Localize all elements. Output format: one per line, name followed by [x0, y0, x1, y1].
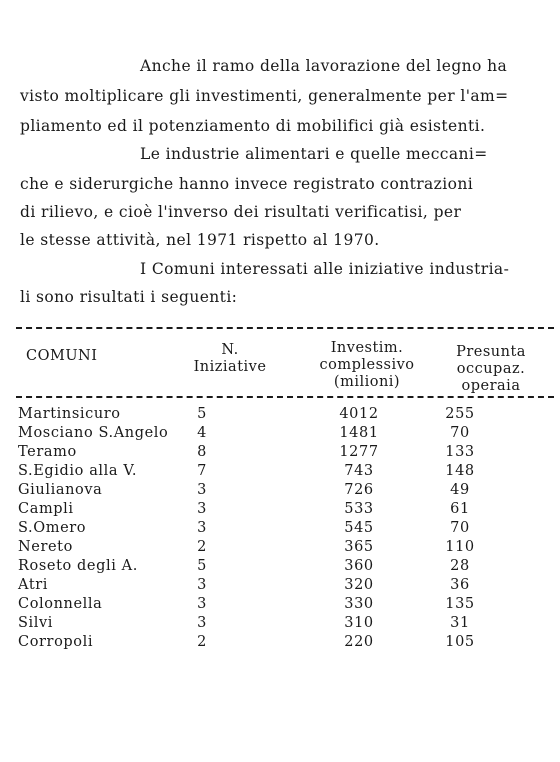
cell-occupazione: 49: [450, 482, 470, 498]
header-occupazione: [446, 344, 536, 395]
table-row: [0, 462, 560, 481]
table-row: [0, 595, 560, 614]
cell-investimento: 545: [344, 520, 374, 536]
table-row: [0, 557, 560, 576]
table-row: [0, 633, 560, 652]
cell-comune: Nereto: [18, 539, 73, 555]
cell-n: 3: [197, 482, 207, 498]
paragraph-line: li sono risultati i seguenti:: [20, 288, 238, 306]
cell-investimento: 310: [344, 615, 374, 631]
cell-n: 5: [197, 558, 207, 574]
cell-occupazione: 28: [450, 558, 470, 574]
table-row: [0, 519, 560, 538]
paragraph-line: Le industrie alimentari e quelle meccani=: [140, 145, 488, 163]
cell-comune: Atri: [18, 577, 49, 593]
cell-n: 2: [197, 539, 207, 555]
cell-investimento: 330: [344, 596, 374, 612]
table-row: [0, 614, 560, 633]
cell-n: 3: [197, 501, 207, 517]
header-occ-line2: occupaz.: [456, 361, 526, 377]
cell-n: 3: [197, 615, 207, 631]
paragraph-line: pliamento ed il potenziamento di mobilifici già esistenti.: [20, 117, 486, 135]
cell-n: 2: [197, 634, 207, 650]
cell-occupazione: 105: [445, 634, 475, 650]
cell-occupazione: 110: [445, 539, 475, 555]
cell-n: 3: [197, 596, 207, 612]
paragraph-line: di rilievo, e cioè l'inverso dei risultati verificatisi, per: [20, 203, 462, 221]
table-row: [0, 405, 560, 424]
cell-investimento: 360: [344, 558, 374, 574]
cell-comune: Campli: [18, 501, 74, 517]
cell-investimento: 726: [344, 482, 374, 498]
cell-investimento: 1277: [339, 444, 379, 460]
header-inv-line3: (milioni): [333, 374, 401, 390]
cell-comune: S.Omero: [18, 520, 87, 536]
cell-occupazione: 61: [450, 501, 470, 517]
cell-comune: Silvi: [18, 615, 54, 631]
cell-investimento: 1481: [339, 425, 379, 441]
cell-n: 3: [197, 520, 207, 536]
table-row: [0, 538, 560, 557]
table-top-rule: [16, 327, 554, 329]
header-inv-line2: complessivo: [319, 357, 415, 373]
cell-comune: Martinsicuro: [18, 406, 121, 422]
cell-n: 4: [197, 425, 207, 441]
cell-occupazione: 148: [445, 463, 475, 479]
header-n-line1: N.: [221, 342, 239, 358]
header-inv-line1: Investim.: [330, 340, 404, 356]
cell-n: 7: [197, 463, 207, 479]
header-investimenti: [312, 340, 422, 391]
paragraph-line: I Comuni interessati alle iniziative industria-: [140, 260, 510, 278]
table-header-rule: [16, 396, 554, 398]
cell-occupazione: 31: [450, 615, 470, 631]
table-row: [0, 443, 560, 462]
header-occ-line1: Presunta: [456, 344, 526, 360]
cell-comune: Roseto degli A.: [18, 558, 138, 574]
cell-occupazione: 133: [445, 444, 475, 460]
cell-comune: Teramo: [18, 444, 77, 460]
cell-comune: Colonnella: [18, 596, 103, 612]
cell-comune: Corropoli: [18, 634, 94, 650]
cell-comune: Giulianova: [18, 482, 103, 498]
cell-occupazione: 255: [445, 406, 475, 422]
table-row: [0, 576, 560, 595]
header-n-line2: Iniziative: [193, 359, 267, 375]
cell-occupazione: 36: [450, 577, 470, 593]
cell-investimento: 365: [344, 539, 374, 555]
cell-investimento: 743: [344, 463, 374, 479]
header-occ-line3: operaia: [461, 378, 521, 394]
cell-n: 8: [197, 444, 207, 460]
paragraph-line: visto moltiplicare gli investimenti, generalmente per l'am=: [20, 87, 509, 105]
cell-occupazione: 70: [450, 425, 470, 441]
paragraph-line: Anche il ramo della lavorazione del legno ha: [140, 57, 508, 75]
table-row: [0, 481, 560, 500]
paragraph-line: le stesse attività, nel 1971 rispetto al 1970.: [20, 231, 380, 249]
header-comuni: COMUNI: [26, 348, 98, 364]
cell-n: 3: [197, 577, 207, 593]
cell-n: 5: [197, 406, 207, 422]
cell-investimento: 320: [344, 577, 374, 593]
cell-investimento: 533: [344, 501, 374, 517]
cell-comune: S.Egidio alla V.: [18, 463, 138, 479]
cell-comune: Mosciano S.Angelo: [18, 425, 169, 441]
paragraph-line: che e siderurgiche hanno invece registrato contrazioni: [20, 175, 474, 193]
cell-investimento: 4012: [339, 406, 379, 422]
table-row: [0, 500, 560, 519]
header-n: [190, 342, 270, 376]
table-row: [0, 424, 560, 443]
cell-investimento: 220: [344, 634, 374, 650]
cell-occupazione: 135: [445, 596, 475, 612]
cell-occupazione: 70: [450, 520, 470, 536]
